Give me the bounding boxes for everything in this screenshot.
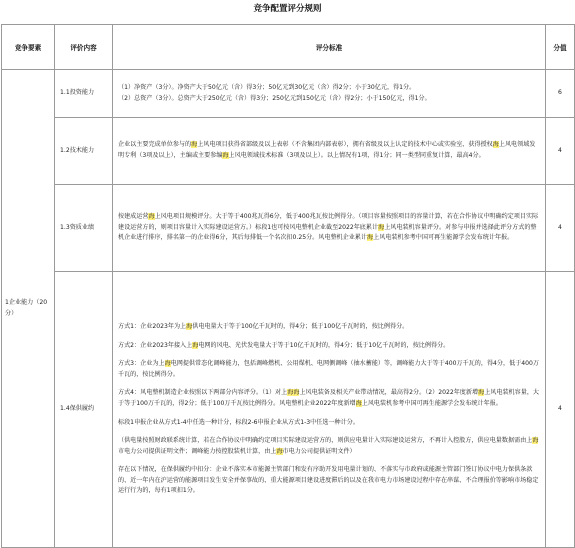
header-score: 分值 [546,25,575,70]
highlighted-term: 海 [478,389,485,397]
highlighted-term: 海 [186,322,193,330]
standard-investment [113,70,546,118]
highlighted-term: 海 [492,141,499,149]
standard-paragraph: 方式3：企业为上海电网提供常态化调峰能力，包括调峰燃机、公用煤机、电网侧调峰（抽水蓄能）等，调峰能力大于等于400万千瓦的，得4分，低于400万千瓦的，按比例得分。 [118,360,540,378]
highlighted-term: 海 [378,223,385,231]
highlighted-term: 海 [293,389,300,397]
standard-paragraph: 方式1：企业2023年为上海供电电量大于等于100亿千瓦时的，得4分；低于100亿千瓦时的，按比例得分。 [118,322,409,330]
item-supply-guarantee: 1.4保供履约 [55,272,113,548]
item-investment: 1.1投资能力 [55,70,113,118]
table-row [2,185,575,272]
standard-paragraph: 方式2：企业2023年接入上海电网的风电、光伏发电量大于等于10亿千瓦时的，得4分；低于10亿千瓦时的，按比例得分。 [118,341,450,349]
standard-paragraph: （供电量按照财政联系统计算，若在合作协议中明确约定项目实际建设运营方的，则供应电量计入实际建设运营方，不再计入控股方，供应电量数据需由上海市电力公司提供证明文件；调峰能力按控股装机计算，由上海市电力公司提供证明文件） [118,437,539,455]
table-row [2,118,575,185]
highlighted-term: 海 [287,389,294,397]
scoring-rules-table [1,24,575,548]
header-factor: 竞争要素 [2,25,55,70]
item-qualification: 1.3资质业绩 [55,185,113,272]
score-cell: 4 [546,185,575,272]
standard-paragraph: 标段1申报企业从方式1-4中任选一种计分，标段2-6申报企业从方式1-3中任选一种计分。 [118,418,359,426]
standard-supply-guarantee [113,272,546,548]
standard-line: （2）总资产（3分）。总资产大于250亿元（含）得3分；250亿元到150亿元（含）得2分；小于150亿元，得1分。 [118,94,431,102]
table-row [2,272,575,548]
standard-paragraph: 方式4：风电整机制造企业按照以下两部分内容评分。（1）对上海海上风电装备及相关产业带动情况，最高得2分。（2）2022年度新增海上风电装机容量，大于等于100万千瓦的，得2分；低于100万千瓦按比例得分。风电整机企业2022年度新增海上风电装机参考中国可再生能源学会发布统计年报。 [118,389,540,407]
category-cell: 1企业能力（20分） [2,70,55,548]
highlighted-term: 海 [276,447,283,455]
score-cell: 4 [546,118,575,185]
score-cell: 4 [546,272,575,548]
table-row [2,70,575,118]
standard-line: （1）净资产（3分）。净资产大于50亿元（含）得3分；50亿元到30亿元（含）得2分；小于30亿元，得1分。 [118,83,416,91]
highlighted-term: 海 [532,437,539,445]
header-content: 评价内容 [55,25,113,70]
score-cell: 6 [546,70,575,118]
highlighted-term: 海 [191,141,198,149]
highlighted-term: 海 [192,341,199,349]
highlighted-term: 海 [148,213,155,221]
standard-paragraph: 存在以下情况，在保供履约中扣分：企业不落实本市能源主管部门和发有序助开发用电量计划的、不落实与市政府或能源主管部门签订协议中电力保供条款的、近一年内在沪运营的能源项目发生安全并保事故的、重大能源项目建设进度滞后的以及在我市电力市场建设过程中存在串谋、不合理报价等影响市场稳定运行行为的，每有1项扣1分。 [118,466,539,495]
table-header-row [2,25,575,70]
item-technology: 1.2技术能力 [55,118,113,185]
standard-qualification: 按建成运营海上风电项目规模评分。大于等于400兆瓦得6分，低于400兆瓦按比例得分。（项目容量按照项目的容量计算，若在合作协议中明确约定项目实际建设运营方的，则项目容量计入实际建设运营方。）标段1也可按风电整机企业截至2022年底累计海上风电装机容量评分。对参与申报并选择此评分方式的整机企业进行排序，排名第一的企业得6分，其后每排低一个名次扣0.25分。风电整机企业累计海上风电装机参考中国可再生能源学会发布统计年报。 [113,185,546,272]
highlighted-term: 海 [164,360,171,368]
highlighted-term: 海 [367,234,374,242]
standard-technology: 企业以主要完成单位参与的海上风电项目获得省部级及以上表彰（不含集团内部表彰），拥有省级及以上认定的技术中心或实验室、获得授权海上风电领域发明专利（3项及以上），主编或主要参编海上风电领域技术标准（3项及以上）。以上情况有1项，得1分；同一类型同重复计算，最高4分。 [113,118,546,185]
highlighted-term: 海 [222,152,229,159]
highlighted-term: 海 [355,399,362,407]
page-title: 竞争配置评分规则 [253,4,322,14]
header-standard: 评分标准 [113,25,546,70]
